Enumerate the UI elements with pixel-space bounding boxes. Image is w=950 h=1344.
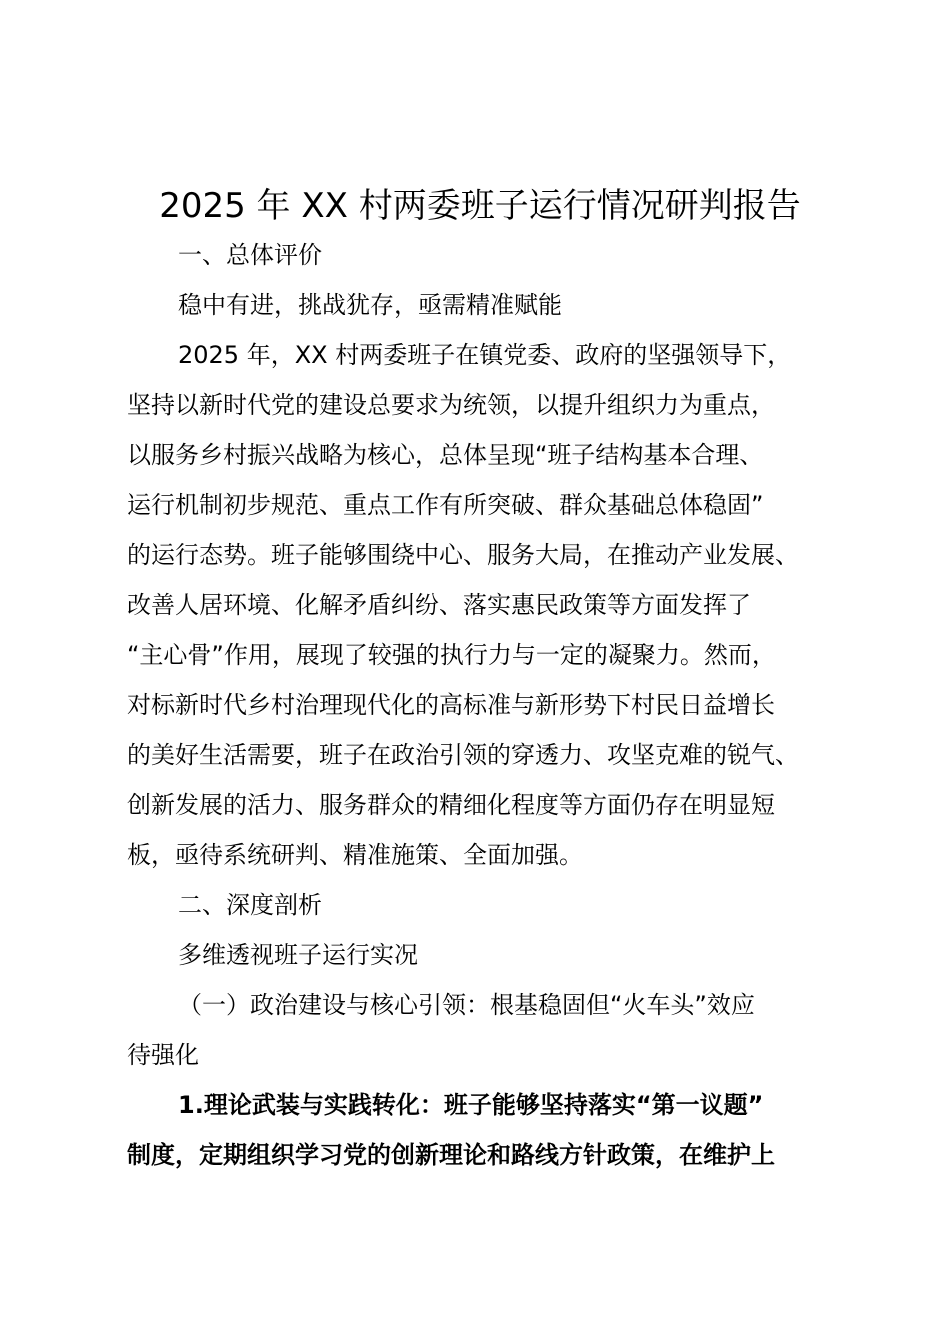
- paragraph-line: 的运行态势。班子能够围绕中心、服务大局，在推动产业发展、: [127, 541, 799, 569]
- subsection-heading-continued: 待强化: [127, 1041, 199, 1069]
- section-subheading-1: 稳中有进，挑战犹存，亟需精准赋能: [178, 291, 562, 319]
- paragraph-line: 改善人居环境、化解矛盾纠纷、落实惠民政策等方面发挥了: [127, 591, 751, 619]
- paragraph-line: 2025 年，XX 村两委班子在镇党委、政府的坚强领导下，: [178, 341, 792, 369]
- paragraph-line: 以服务乡村振兴战略为核心，总体呈现“班子结构基本合理、: [127, 441, 764, 469]
- subsection-heading: （一）政治建设与核心引领：根基稳固但“火车头”效应: [178, 991, 755, 1019]
- paragraph-line: 创新发展的活力、服务群众的精细化程度等方面仍存在明显短: [127, 791, 775, 819]
- paragraph-line: “主心骨”作用，展现了较强的执行力与一定的凝聚力。然而，: [127, 641, 776, 669]
- bold-paragraph-line: 1.理论武装与实践转化：班子能够坚持落实“第一议题”: [178, 1091, 764, 1119]
- document-title: 2025 年 XX 村两委班子运行情况研判报告: [159, 186, 801, 226]
- paragraph-line: 坚持以新时代党的建设总要求为统领，以提升组织力为重点，: [127, 391, 775, 419]
- section-heading-1: 一、总体评价: [178, 241, 322, 269]
- section-subheading-2: 多维透视班子运行实况: [178, 941, 418, 969]
- section-heading-2: 二、深度剖析: [178, 891, 322, 919]
- paragraph-line: 板，亟待系统研判、精准施策、全面加强。: [127, 841, 583, 869]
- paragraph-line: 的美好生活需要，班子在政治引领的穿透力、攻坚克难的锐气、: [127, 741, 799, 769]
- paragraph-line: 对标新时代乡村治理现代化的高标准与新形势下村民日益增长: [127, 691, 775, 719]
- bold-paragraph-line: 制度，定期组织学习党的创新理论和路线方针政策，在维护上: [127, 1141, 775, 1169]
- paragraph-line: 运行机制初步规范、重点工作有所突破、群众基础总体稳固”: [127, 491, 764, 519]
